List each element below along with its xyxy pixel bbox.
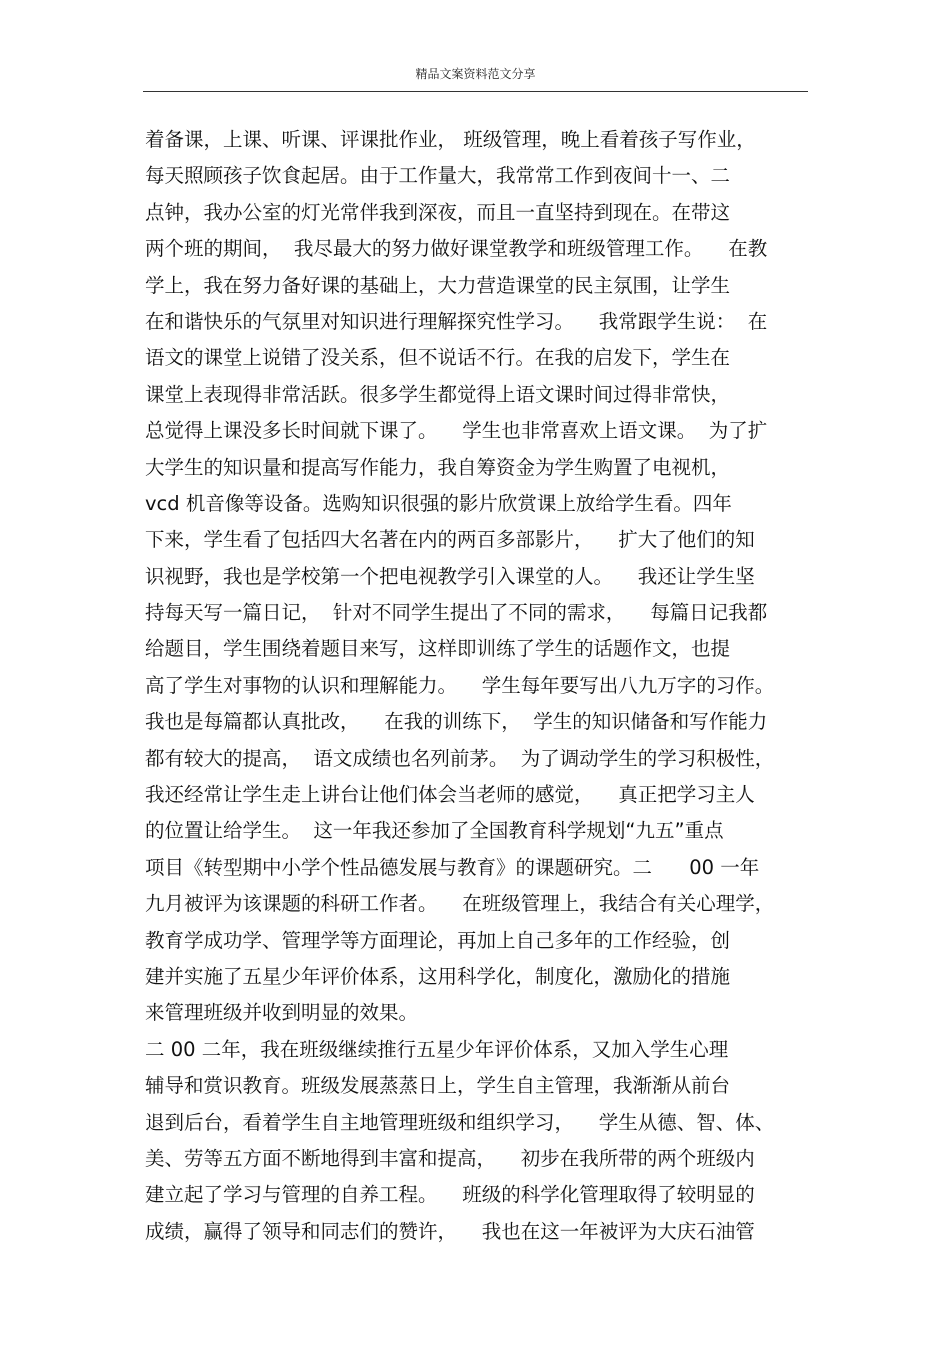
text-line: 项目《转型期中小学个性品德发展与教育》的课题研究。二 00 一年 [145, 855, 760, 879]
text-line: 下来，学生看了包括四大名著在内的两百多部影片， 扩大了他们的知 [145, 528, 755, 552]
text-line: vcd 机音像等设备。选购知识很强的影片欣赏课上放给学生看。四年 [145, 491, 732, 515]
text-line: 识视野，我也是学校第一个把电视教学引入课堂的人。 我还让学生坚 [145, 564, 755, 588]
text-line: 每天照顾孩子饮食起居。由于工作量大，我常常工作到夜间十一、二 [145, 164, 731, 188]
text-line: 成绩，赢得了领导和同志们的赞许， 我也在这一年被评为大庆石油管 [145, 1219, 755, 1243]
text-line: 在和谐快乐的气氛里对知识进行理解探究性学习。 我常跟学生说： 在 [145, 309, 768, 333]
text-line: 二 00 二年，我在班级继续推行五星少年评价体系，又加入学生心理 [145, 1037, 729, 1061]
text-line: 高了学生对事物的认识和理解能力。 学生每年要写出八九万字的习作。 [145, 673, 775, 697]
text-line: 建并实施了五星少年评价体系，这用科学化，制度化，激励化的措施 [145, 964, 731, 988]
text-line: 退到后台，看着学生自主地管理班级和组织学习， 学生从德、智、体、 [145, 1110, 775, 1134]
text-line: 点钟，我办公室的灯光常伴我到深夜，而且一直坚持到现在。在带这 [145, 200, 731, 224]
page-header: 精品文案资料范文分享 [415, 67, 536, 81]
text-line: 总觉得上课没多长时间就下课了。 学生也非常喜欢上语文课。 为了扩 [145, 419, 768, 443]
text-line: 辅导和赏识教育。班级发展蒸蒸日上，学生自主管理，我渐渐从前台 [145, 1074, 731, 1098]
text-line: 两个班的期间， 我尽最大的努力做好课堂教学和班级管理工作。 在教 [145, 237, 768, 261]
text-line: 来管理班级并收到明显的效果。 [145, 1001, 419, 1025]
text-line: 美、劳等五方面不断地得到丰富和提高， 初步在我所带的两个班级内 [145, 1146, 755, 1170]
text-line: 着备课，上课、听课、评课批作业， 班级管理，晚上看着孩子写作业， [145, 128, 756, 151]
text-line: 都有较大的提高， 语文成绩也名列前茅。 为了调动学生的学习积极性， [145, 746, 775, 770]
text-line: 教育学成功学、管理学等方面理论，再加上自己多年的工作经验，创 [145, 928, 731, 952]
document-body [145, 122, 810, 1250]
text-line: 建立起了学习与管理的自养工程。 班级的科学化管理取得了较明显的 [145, 1183, 755, 1207]
text-line: 九月被评为该课题的科研工作者。 在班级管理上，我结合有关心理学， [145, 892, 775, 916]
text-line: 学上，我在努力备好课的基础上，大力营造课堂的民主氛围，让学生 [145, 273, 731, 297]
text-line: 我还经常让学生走上讲台让他们体会当老师的感觉， 真正把学习主人 [145, 783, 755, 807]
header-divider [143, 91, 808, 92]
text-line: 持每天写一篇日记， 针对不同学生提出了不同的需求， 每篇日记我都 [145, 601, 768, 625]
text-line: 的位置让给学生。 这一年我还参加了全国教育科学规划“九五”重点 [145, 819, 724, 843]
text-line: 大学生的知识量和提高写作能力，我自筹资金为学生购置了电视机， [145, 455, 731, 479]
text-line: 课堂上表现得非常活跃。很多学生都觉得上语文课时间过得非常快， [145, 382, 731, 406]
text-line: 我也是每篇都认真批改， 在我的训练下， 学生的知识储备和写作能力 [145, 710, 768, 734]
text-line: 给题目，学生围绕着题目来写，这样即训练了学生的话题作文，也提 [145, 637, 731, 661]
text-line: 语文的课堂上说错了没关系，但不说话不行。在我的启发下，学生在 [145, 346, 731, 370]
